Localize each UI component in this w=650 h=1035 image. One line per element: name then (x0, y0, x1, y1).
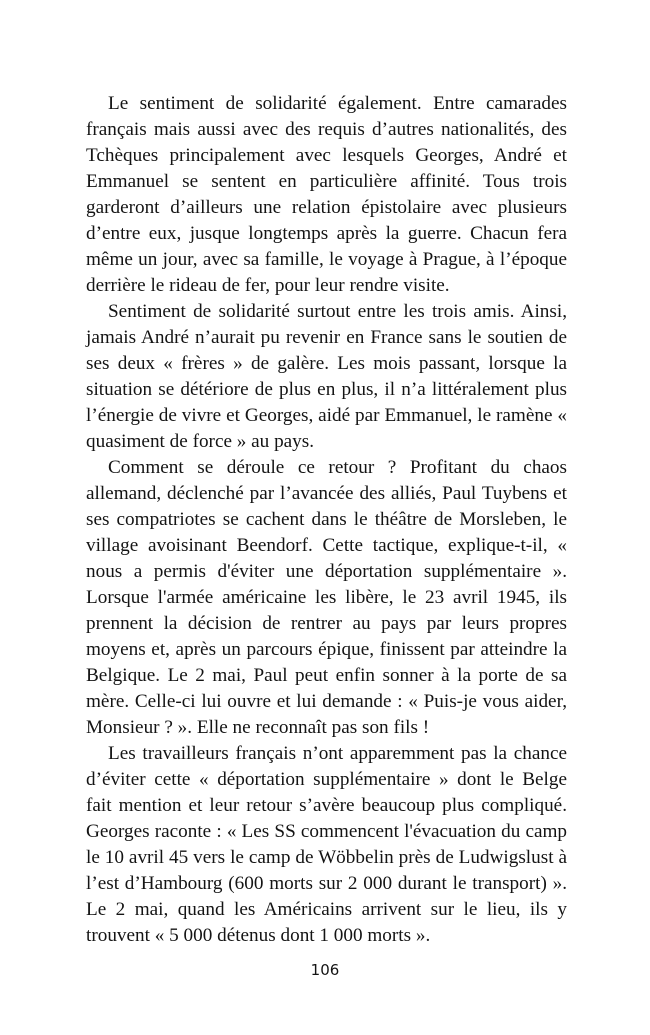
paragraph-return-belgium: Comment se déroule ce retour ? Profitant du chaos allemand, déclenché par l’avancée des alliés, Paul Tuybens et ses compatriotes se cachent dans le théâtre de Morsleben, le village avoisinant Beendorf. Cette tactique, explique-t-il, « nous a permis d'éviter une déportation supplémentaire ». Lorsque l'armée américaine les libère, le 23 avril 1945, ils prennent la décision de rentrer au pays par leurs propres moyens et, après un parcours épique, finissent par atteindre la Belgique. Le 2 mai, Paul peut enfin sonner à la porte de sa mère. Celle-ci lui ouvre et lui demande : « Puis-je vous aider, Monsieur ? ». Elle ne reconnaît pas son fils ! (86, 457, 567, 738)
paragraph-solidarity-comrades: Le sentiment de solidarité également. Entre camarades français mais aussi avec des requis d’autres nationalités, des Tchèques principalement avec lesquels Georges, André et Emmanuel se sentent en particulière affinité. Tous trois garderont d’ailleurs une relation épistolaire avec plusieurs d’entre eux, jusque longtemps après la guerre. Chacun fera même un jour, avec sa famille, le voyage à Prague, à l’époque derrière le rideau de fer, pour leur rendre visite. (86, 93, 567, 296)
paragraph-solidarity-friends: Sentiment de solidarité surtout entre les trois amis. Ainsi, jamais André n’aurait pu revenir en France sans le soutien de ses deux « frères » de galère. Les mois passant, lorsque la situation se détériore de plus en plus, il n’a littéralement plus l’énergie de vivre et Georges, aidé par Emmanuel, le ramène « quasiment de force » au pays. (86, 301, 567, 452)
paragraph-french-workers: Les travailleurs français n’ont apparemment pas la chance d’éviter cette « déportation supplémentaire » dont le Belge fait mention et leur retour s’avère beaucoup plus compliqué. Georges raconte : « Les SS commencent l'évacuation du camp le 10 avril 45 vers le camp de Wöbbelin près de Ludwigslust à l’est d’Hambourg (600 morts sur 2 000 durant le transport) ». Le 2 mai, quand les Américains arrivent sur le lieu, ils y trouvent « 5 000 détenus dont 1 000 morts ». (86, 743, 567, 946)
body-text (86, 91, 567, 949)
page-number: 106 (310, 961, 340, 979)
